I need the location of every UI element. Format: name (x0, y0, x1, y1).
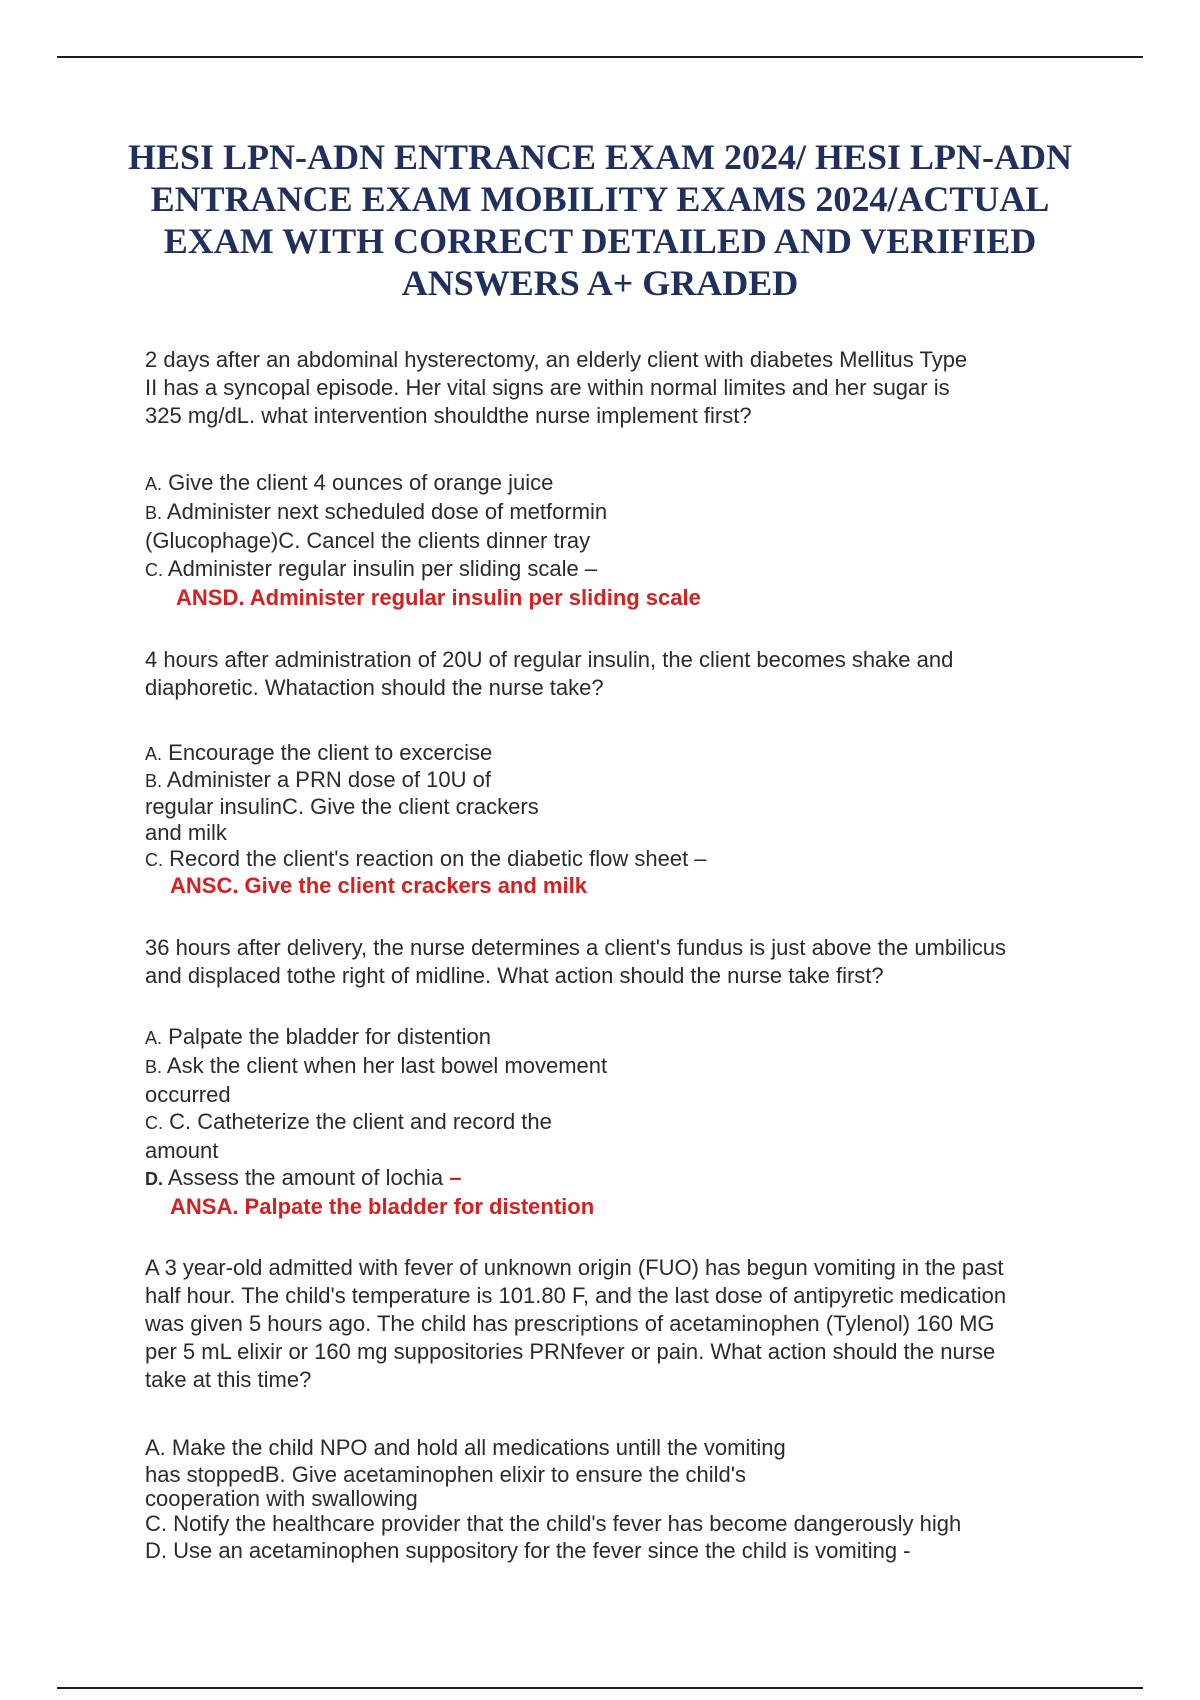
option-label: D. (145, 1169, 163, 1189)
option-text: Ask the client when her last bowel movement (166, 1053, 608, 1078)
question-4-stem (145, 1254, 1006, 1394)
option-continuation: amount (145, 1138, 219, 1163)
answer-key: ANSC. Give the client crackers and milk (170, 873, 587, 898)
stem-line: 4 hours after administration of 20U of regular insulin, the client becomes shake and (145, 647, 954, 672)
option-text: Administer regular insulin per sliding scale – (167, 556, 598, 581)
option-b (145, 1052, 607, 1081)
option-text: Record the client's reaction on the diabetic flow sheet – (169, 846, 707, 871)
option-continuation: and milk (145, 820, 227, 845)
option-label: C. (145, 560, 163, 580)
title-line: ANSWERS A+ GRADED (401, 263, 799, 303)
option-text: Encourage the client to excercise (168, 740, 493, 765)
option-a (145, 740, 707, 767)
option-label: C. (145, 1113, 163, 1133)
stem-line: II has a syncopal episode. Her vital signs are within normal limites and her sugar is (145, 375, 950, 400)
option-a (145, 469, 701, 498)
question-4-options (145, 1434, 961, 1564)
option-text: Administer a PRN dose of 10U of (166, 767, 491, 792)
option-label: A. (145, 1028, 163, 1048)
document-title (100, 136, 1100, 304)
option-a (145, 1023, 607, 1052)
question-3-stem (145, 934, 1006, 990)
option-continuation: (Glucophage)C. Cancel the clients dinner tray (145, 528, 591, 553)
stem-line: take at this time? (145, 1367, 312, 1392)
question-2-options (145, 740, 707, 899)
stem-line: per 5 mL elixir or 160 mg suppositories PRNfever or pain. What action should the nurse (145, 1339, 996, 1364)
option-text: C. Catheterize the client and record the (169, 1109, 552, 1134)
stem-line: and displaced tothe right of midline. What action should the nurse take first? (145, 963, 884, 988)
option-continuation: cooperation with swallowing (145, 1488, 418, 1510)
title-line: EXAM WITH CORRECT DETAILED AND VERIFIED (163, 221, 1037, 261)
option-label: A. (145, 474, 163, 494)
option-b (145, 498, 701, 527)
option-continuation: occurred (145, 1082, 231, 1107)
option-c (145, 1108, 607, 1137)
title-line: HESI LPN-ADN ENTRANCE EXAM 2024/ HESI LPN-ADN (127, 137, 1073, 177)
option-text: Give the client 4 ounces of orange juice (168, 470, 554, 495)
answer-key: ANSA. Palpate the bladder for distention (170, 1194, 595, 1219)
question-3-options (145, 1023, 607, 1221)
stem-line: 325 mg/dL. what intervention shouldthe nurse implement first? (145, 403, 752, 428)
option-label: C. (145, 850, 163, 870)
bottom-rule (57, 1687, 1143, 1689)
option-label: A. (145, 744, 163, 764)
option-a: A. Make the child NPO and hold all medications untill the vomiting (145, 1435, 786, 1460)
option-b (145, 767, 707, 794)
stem-line: A 3 year-old admitted with fever of unknown origin (FUO) has begun vomiting in the past (145, 1255, 1004, 1280)
stem-line: 2 days after an abdominal hysterectomy, an elderly client with diabetes Mellitus Type (145, 347, 968, 372)
question-1-stem (145, 346, 967, 430)
option-d (145, 1164, 607, 1193)
option-text: Palpate the bladder for distention (168, 1024, 492, 1049)
stem-line: 36 hours after delivery, the nurse determines a client's fundus is just above the umbilicus (145, 935, 1007, 960)
top-rule (57, 56, 1143, 58)
option-label: B. (145, 771, 163, 791)
title-line: ENTRANCE EXAM MOBILITY EXAMS 2024/ACTUAL (150, 179, 1050, 219)
option-d: D. Use an acetaminophen suppository for the fever since the child is vomiting - (145, 1538, 911, 1563)
option-text: Administer next scheduled dose of metformin (166, 499, 608, 524)
question-2-stem (145, 646, 953, 702)
option-continuation: regular insulinC. Give the client crackers (145, 794, 539, 819)
option-c (145, 846, 707, 873)
stem-line: was given 5 hours ago. The child has prescriptions of acetaminophen (Tylenol) 160 MG (145, 1311, 995, 1336)
stem-line: half hour. The child's temperature is 101.80 F, and the last dose of antipyretic medication (145, 1283, 1007, 1308)
question-1-options (145, 469, 701, 612)
option-text: Assess the amount of lochia (167, 1165, 444, 1190)
answer-key: ANSD. Administer regular insulin per sliding scale (176, 585, 701, 610)
option-label: B. (145, 1057, 163, 1077)
option-label: B. (145, 503, 163, 523)
option-c (145, 555, 701, 584)
option-b: has stoppedB. Give acetaminophen elixir to ensure the child's (145, 1462, 746, 1487)
answer-dash: – (449, 1165, 462, 1190)
stem-line: diaphoretic. Whataction should the nurse take? (145, 675, 604, 700)
option-c: C. Notify the healthcare provider that the child's fever has become dangerously high (145, 1511, 962, 1536)
